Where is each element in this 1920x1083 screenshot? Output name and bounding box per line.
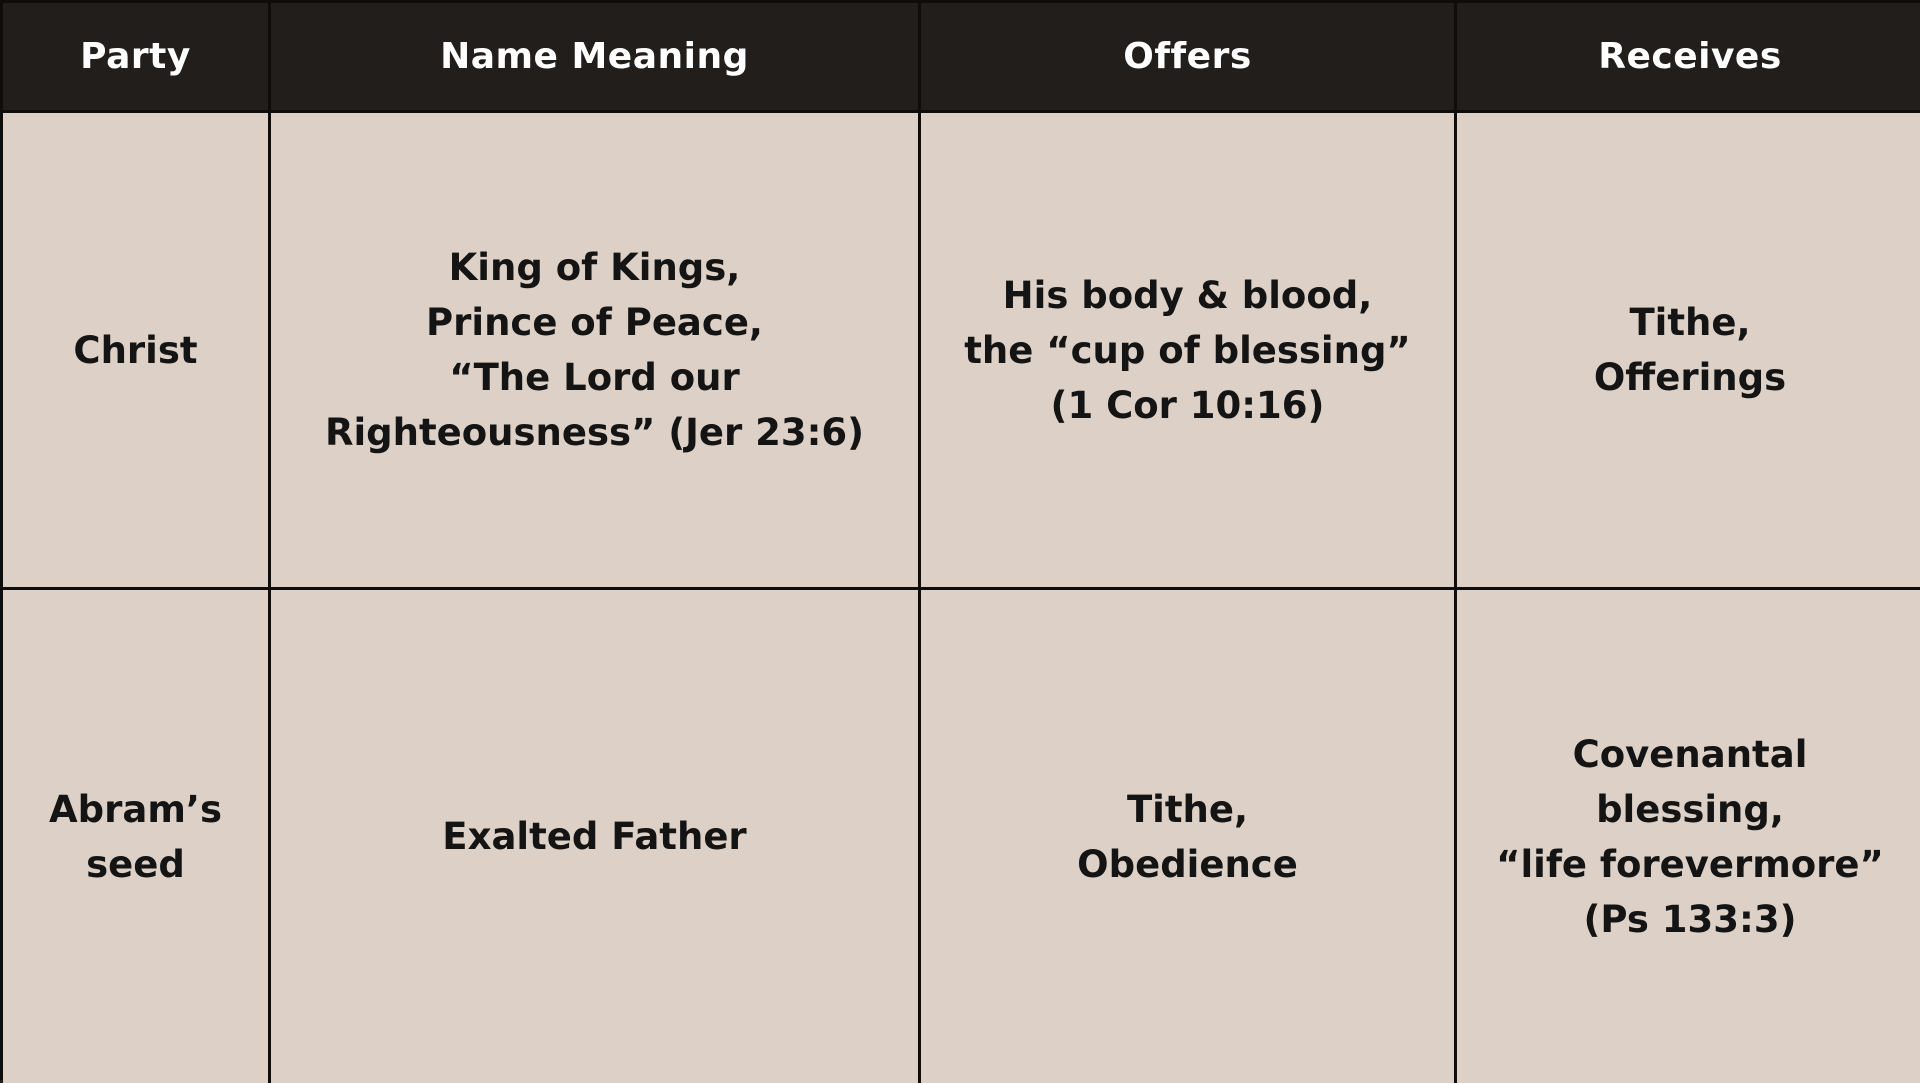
header-offers: Offers (921, 3, 1457, 113)
cell-line: Righteousness” (Jer 23:6) (324, 411, 865, 454)
cell-line: “life forevermore” (1496, 842, 1884, 886)
cell-line: Covenantal (1572, 732, 1808, 776)
table-row-2-party (3, 590, 271, 1083)
header-party: Party (3, 3, 271, 113)
table-row-1-receives (1457, 113, 1920, 590)
table-row-1-name-meaning (271, 113, 921, 590)
cell-line: blessing, (1596, 787, 1784, 831)
table-row-2-receives (1457, 590, 1920, 1083)
cell-line: seed (86, 842, 185, 886)
cell-line: His body & blood, (1002, 273, 1373, 317)
header-receives: Receives (1457, 3, 1920, 113)
cell-line: “The Lord our (449, 356, 740, 399)
header-name-meaning: Name Meaning (271, 3, 921, 113)
table-row-1-offers (921, 113, 1457, 590)
cell-line: Offerings (1593, 356, 1787, 399)
cell-line: the “cup of blessing” (964, 328, 1411, 372)
table-row-2-offers (921, 590, 1457, 1083)
cell-line: King of Kings, (448, 246, 741, 289)
cell-line: Tithe, (1126, 787, 1249, 831)
cell-line: Christ (73, 328, 198, 372)
table-row-2-name-meaning (271, 590, 921, 1083)
cell-line: (1 Cor 10:16) (1050, 383, 1325, 427)
table-row-1-party (3, 113, 271, 590)
cell-line: Tithe, (1629, 301, 1751, 344)
cell-line: (Ps 133:3) (1583, 897, 1797, 941)
cell-line: Prince of Peace, (426, 301, 763, 344)
cell-line: Obedience (1077, 842, 1298, 886)
cell-line: Abram’s (49, 787, 222, 831)
cell-line: Exalted Father (442, 815, 747, 858)
